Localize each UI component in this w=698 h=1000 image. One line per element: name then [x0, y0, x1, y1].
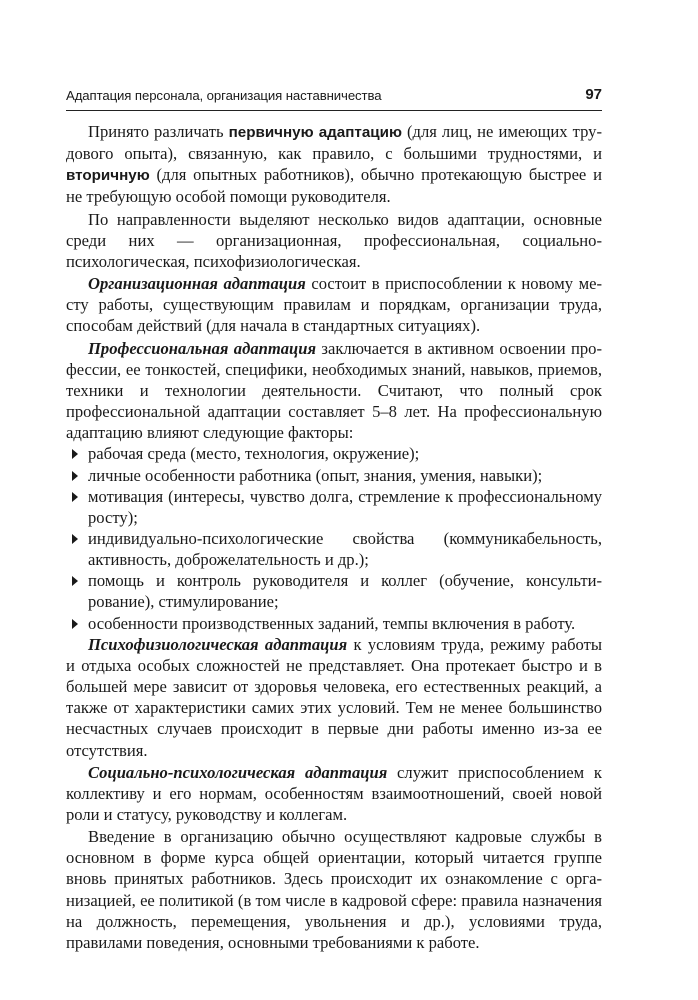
- triangle-bullet-icon: [72, 576, 78, 586]
- term-socio-psychological-adaptation: Социально-психологическая адаптация: [88, 762, 388, 782]
- paragraph-socio-psychological: Социально-психологическая адаптация служит приспособлением к коллективу и его нормам, особенностям взаимоотношений, своей новой роли и статусу, руководству и коллегам.: [66, 762, 602, 824]
- list-item: помощь и контроль руководителя и коллег (обучение, консультирование), стимулирование;: [66, 570, 602, 612]
- triangle-bullet-icon: [72, 492, 78, 502]
- triangle-bullet-icon: [72, 534, 78, 544]
- triangle-bullet-icon: [72, 619, 78, 629]
- page-body: [66, 121, 602, 953]
- term-secondary-adaptation: вторичную: [66, 167, 150, 185]
- page-number: 97: [585, 86, 602, 103]
- paragraph-psychophysiological: Психофизиологическая адаптация к условиям труда, режиму работы и отдыха особых сложностей не представляет. Она протекает быстро и в большей мере зависит от здоровья человека, его естественных реакций, а также от характеристики самих этих условий. Тем не менее большинство несчастных случаев происходит в первые дни работы именно из-за ее отсутствия.: [66, 634, 602, 760]
- paragraph-directions: По направленности выделяют несколько видов адаптации, основные среди них — организационная, профессиональная, социально-психологическая, психофизиологическая.: [66, 209, 602, 271]
- term-organizational-adaptation: Организационная адаптация: [88, 274, 306, 294]
- list-item: личные особенности работника (опыт, знания, умения, навыки);: [66, 465, 602, 486]
- paragraph-adaptation-types: Принято различать первичную адаптацию (для лиц, не имеющих трудового опыта), связанную, как правило, с большими трудностями, и вторичную (для опытных работников), обычно протекающую быстрее и не требующую особой помощи руководителя.: [66, 122, 602, 207]
- running-header-title: Адаптация персонала, организация наставничества: [66, 88, 382, 103]
- list-item: рабочая среда (место, технология, окружение);: [66, 443, 602, 464]
- list-item: индивидуально-психологические свойства (коммуникабельность, активность, доброжелательность и др.);: [66, 528, 602, 570]
- term-professional-adaptation: Профессиональная адаптация: [88, 338, 317, 358]
- factors-list: [66, 443, 602, 633]
- paragraph-organizational: Организационная адаптация состоит в приспособлении к новому месту работы, существующим правилам и порядкам, организации труда, способам действий (для начала в стандартных ситуациях).: [66, 274, 602, 336]
- list-item: мотивация (интересы, чувство долга, стремление к профессиональному росту);: [66, 486, 602, 528]
- list-item: особенности производственных заданий, темпы включения в работу.: [66, 613, 602, 634]
- triangle-bullet-icon: [72, 471, 78, 481]
- running-header: [66, 86, 602, 111]
- term-psychophysiological-adaptation: Психофизиологическая адаптация: [88, 634, 348, 654]
- paragraph-professional: Профессиональная адаптация заключается в активном освоении профессии, ее тонкостей, специфики, необходимых знаний, навыков, приемов, техники и технологии деятельности. Считают, что полный срок профессиональной адаптации составляет 5–8 лет. На профессиональную адаптацию влияют следующие факторы:: [66, 338, 602, 443]
- paragraph-orientation: Введение в организацию обычно осуществляют кадровые службы в основном в форме курса общей ориентации, который читается группе вновь принятых работников. Здесь происходит их ознакомление с организацией, ее политикой (в том числе в кадровой сфере: правила назначения на должность, перемещения, увольнения и др.), условиями труда, правилами поведения, основными требованиями к работе.: [66, 827, 602, 952]
- term-primary-adaptation: первичную адаптацию: [228, 124, 402, 141]
- triangle-bullet-icon: [72, 449, 78, 459]
